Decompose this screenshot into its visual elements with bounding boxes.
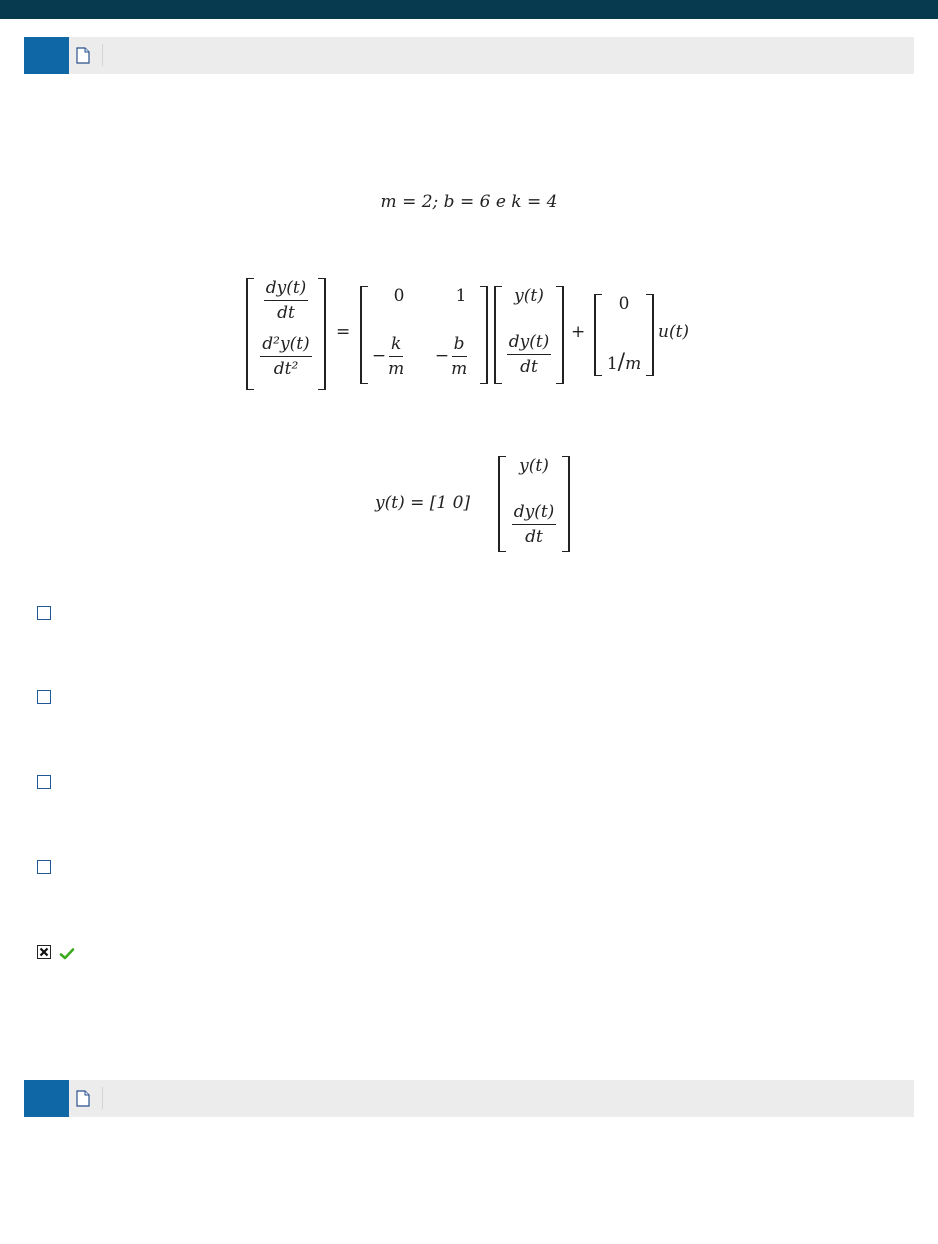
a22: − $\frac{b}{m}$ [434,334,468,379]
b1: 0 [618,294,630,314]
output-dy: $\frac{dy(t)}{dt}$ [513,502,555,547]
document-icon[interactable] [76,47,90,64]
output-state-vector [498,456,570,552]
b2: 1/m [606,350,642,375]
parameter-equation: m = 2; b = 6 e k = 4 [380,192,558,212]
document-icon[interactable] [76,1090,90,1107]
lhs-vector: $\frac{dy(t)}{dt}$ $\frac{\text{d²y(t)}}{\text{dt²}}$ [246,278,326,390]
option-checkbox-2[interactable] [37,690,51,704]
header-separator [102,44,103,66]
a-matrix [360,286,488,384]
output-lhs: y(t) = [1 0] [375,493,471,513]
a11: 0 [393,286,405,306]
input-u: u(t) [658,322,690,342]
question-number-badge [24,37,69,74]
question-header [24,1080,914,1117]
question-number-badge [24,1080,69,1117]
plus-sign: + [571,322,586,342]
question-header [24,37,914,74]
option-checkbox-1[interactable] [37,606,51,620]
option-checkbox-3[interactable] [37,775,51,789]
check-icon [59,947,75,961]
option-checkbox-5[interactable] [37,945,51,959]
state-dy: $\frac{dy(t)}{dt}$ [508,332,550,377]
top-bar [0,0,938,19]
x-mark-icon [38,946,50,958]
a12: 1 [455,286,467,306]
header-separator [102,1087,103,1109]
state-y: y(t) [514,286,544,306]
state-vector [494,286,564,384]
option-checkbox-4[interactable] [37,860,51,874]
equals-sign: = [336,322,351,342]
output-y: y(t) [519,456,549,476]
b-vector [594,294,654,376]
a21: − $\frac{k}{m}$ [371,334,405,379]
